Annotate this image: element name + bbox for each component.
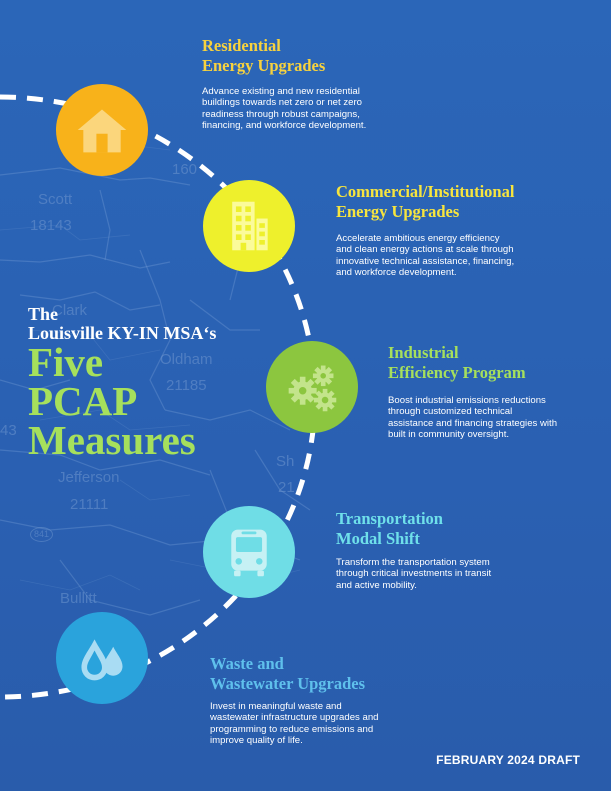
commercial-title-line2: Energy Upgrades (336, 202, 460, 221)
transportation-title-line2: Modal Shift (336, 529, 420, 548)
map-label-scott-code: 18143 (30, 217, 72, 234)
map-label-clark: Clark (52, 302, 88, 319)
map-label-160: 160 (172, 161, 198, 178)
map-label-oldham-code: 21185 (166, 377, 207, 394)
map-label-841: 841 (30, 527, 53, 542)
residential-title-line2: Energy Upgrades (202, 56, 326, 75)
industrial-description: Boost industrial emissions reductions through customized technical assistance and financing strategies with built in community oversight. (388, 395, 558, 441)
map-label-oldham: Oldham (160, 351, 213, 368)
map-label-scott: Scott (38, 191, 73, 208)
map-label-43: 43 (0, 422, 17, 439)
waste-title (210, 654, 365, 694)
title-line-pcap: PCAP (28, 378, 138, 424)
waste-circle (56, 612, 148, 704)
house-icon (74, 102, 130, 158)
industrial-title-line1: Industrial (388, 343, 459, 362)
waste-description: Invest in meaningful waste and wastewater infrastructure upgrades and programming to reduce emissions and improve quality of life. (210, 701, 379, 747)
waste-title-line1: Waste and (210, 654, 284, 673)
gears-icon (284, 359, 340, 415)
industrial-title-line2: Efficiency Program (388, 363, 526, 382)
waste-title-line2: Wastewater Upgrades (210, 674, 366, 693)
map-label-bullitt: Bullitt (60, 590, 97, 607)
commercial-description: Accelerate ambitious energy efficiency and clean energy actions at scale through innovative technical assistance, financing, and workforce development. (336, 233, 515, 279)
title-line-five: Five (28, 339, 104, 385)
transportation-circle (203, 506, 295, 598)
map-label-21: 21 (278, 479, 295, 496)
map-label-jefferson-code: 21111 (70, 496, 109, 513)
bus-icon (221, 524, 277, 580)
transportation-title-line1: Transportation (336, 509, 443, 528)
page-title (28, 302, 217, 463)
title-line-measures: Measures (28, 417, 196, 463)
residential-circle (56, 84, 148, 176)
title-line-msa: Louisville KY-IN MSA‘s (28, 323, 217, 343)
commercial-title-line1: Commercial/Institutional (336, 182, 515, 201)
commercial-circle (203, 180, 295, 272)
transportation-description: Transform the transportation system through critical investments in transit and active mobility. (336, 557, 492, 591)
title-line-the: The (28, 304, 59, 324)
building-icon (221, 198, 277, 254)
water-drops-icon (74, 630, 130, 686)
residential-title-line1: Residential (202, 36, 281, 55)
draft-label: FEBRUARY 2024 DRAFT (436, 753, 580, 767)
commercial-title (336, 182, 514, 222)
industrial-circle (266, 341, 358, 433)
residential-description: Advance existing and new residential buildings towards net zero or net zero readiness through robust campaigns, financing, and workforce development. (202, 86, 367, 132)
industrial-title (388, 343, 526, 383)
map-label-jefferson: Jefferson (58, 469, 120, 486)
map-label-sh: Sh (276, 453, 295, 470)
transportation-title (336, 509, 443, 549)
residential-title (202, 36, 325, 76)
